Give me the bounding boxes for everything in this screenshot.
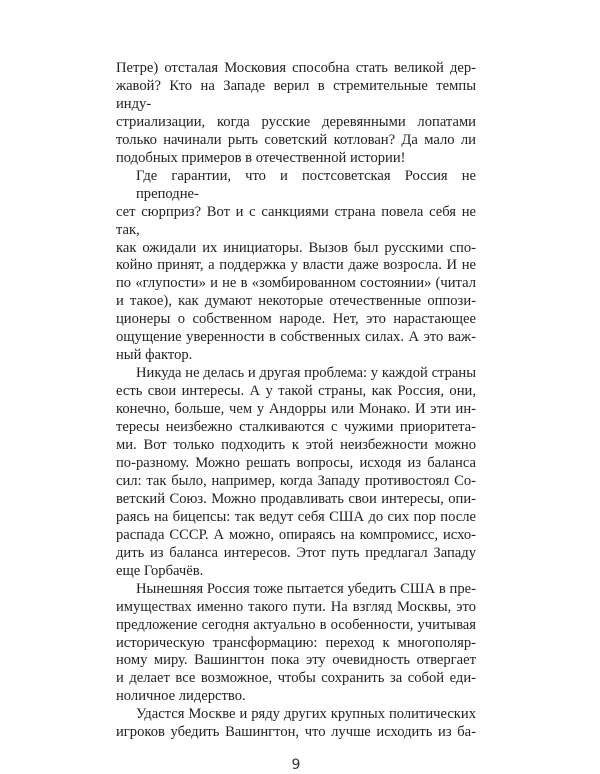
- text-line: раясь на бицепсы: так ведут себя США до сих пор после: [116, 508, 476, 525]
- text-line: сил: так было, например, когда Западу противостоял Со-: [116, 472, 476, 489]
- paragraph: [116, 60, 476, 168]
- text-line: есть свои интересы. А у такой страны, как Россия, они,: [116, 383, 476, 400]
- text-line: ному миру. Вашингтон пока эту очевидность отвергает: [116, 652, 476, 669]
- text-line: распада СССР. А можно, опираясь на компромисс, исхо-: [116, 526, 476, 543]
- text-line: Удастся Москве и ряду других крупных политических: [136, 706, 476, 723]
- paragraph: [116, 365, 476, 580]
- text-line: дить из баланса интересов. Этот путь предлагал Западу: [116, 544, 476, 561]
- text-line: ми. Вот только подходить к этой неизбежности можно: [116, 437, 476, 454]
- text-line: только начинали рыть советский котлован? Да мало ли: [116, 131, 476, 148]
- text-line: ощущение уверенности в собственных силах. А это важ-: [116, 329, 476, 346]
- text-line: Где гарантии, что и постсоветская Россия не преподне-: [136, 167, 476, 202]
- text-line: Нынешняя Россия тоже пытается убедить США в пре-: [136, 580, 476, 597]
- page-number: 9: [291, 757, 301, 774]
- text-line: подобных примеров в отечественной истории!: [116, 149, 406, 166]
- text-line: жавой? Кто на Западе верил в стремительные темпы инду-: [116, 77, 476, 112]
- paragraph: [116, 168, 476, 365]
- text-line: еще Горбачёв.: [116, 562, 204, 579]
- text-line: Петре) отсталая Московия способна стать великой дер-: [116, 60, 476, 76]
- text-line: Никуда не делась и другая проблема: у каждой страны: [136, 365, 476, 382]
- text-line: и делает все возможное, чтобы сохранить за собой еди-: [116, 670, 476, 687]
- page-body: [116, 60, 476, 742]
- text-line: тересы неизбежно сталкиваются с чужими приоритета-: [116, 419, 476, 436]
- text-line: ционеры о собственном народе. Нет, это нарастающее: [116, 311, 476, 328]
- text-line: игроков убедить Вашингтон, что лучше исходить из ба-: [116, 724, 476, 741]
- text-line: и такое), как думают некоторые отечественные оппози-: [116, 293, 476, 310]
- text-line: историческую трансформацию: переход к многополяр-: [116, 634, 476, 651]
- text-line: койно принят, а поддержка у власти даже возросла. И не: [116, 257, 476, 274]
- paragraph: [116, 581, 476, 707]
- text-line: ноличное лидерство.: [116, 688, 246, 705]
- text-line: по-разному. Можно решать вопросы, исходя из баланса: [116, 454, 476, 471]
- text-line: имуществах именно такого пути. На взгляд Москвы, это: [116, 598, 476, 615]
- text-line: конечно, больше, чем у Андорры или Монако. И эти ин-: [116, 401, 476, 418]
- text-line: по «глупости» и не в «зомбированном состоянии» (читал: [116, 275, 476, 292]
- text-line: ный фактор.: [116, 347, 193, 364]
- text-line: как ожидали их инициаторы. Вызов был русскими спо-: [116, 239, 476, 256]
- text-line: сет сюрприз? Вот и с санкциями страна повела себя не так,: [116, 203, 476, 238]
- paragraph: [116, 706, 476, 742]
- text-line: стриализации, когда русские деревянными лопатами: [116, 113, 476, 130]
- text-line: предложение сегодня актуально в особенности, учитывая: [116, 616, 476, 633]
- text-line: ветский Союз. Можно продавливать свои интересы, опи-: [116, 490, 476, 507]
